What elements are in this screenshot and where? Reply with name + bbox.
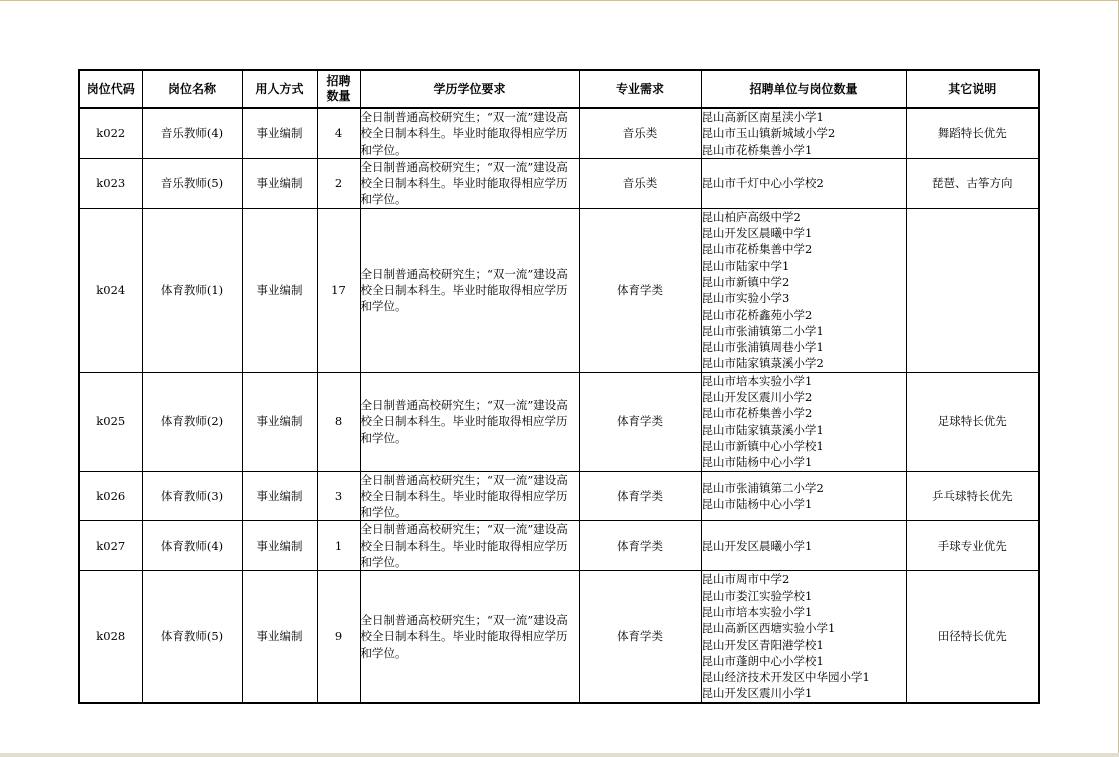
unit-line: 昆山市培本实验小学1 — [701, 604, 813, 619]
cell-type: 事业编制 — [242, 372, 317, 471]
unit-line: 昆山市张浦镇第二小学2 — [701, 480, 824, 495]
unit-line: 昆山市花桥集善小学1 — [701, 142, 813, 157]
unit-line: 昆山市新镇中心小学校1 — [701, 438, 824, 453]
cell-education: 全日制普通高校研究生；“双一流”建设高校全日制本科生。毕业时能取得相应学历和学位。 — [360, 521, 579, 571]
cell-education: 全日制普通高校研究生；“双一流”建设高校全日制本科生。毕业时能取得相应学历和学位。 — [360, 208, 579, 372]
cell-type: 事业编制 — [242, 158, 317, 208]
cell-major: 体育学类 — [579, 372, 701, 471]
cell-major: 体育学类 — [579, 571, 701, 703]
header-code: 岗位代码 — [79, 70, 142, 108]
unit-line: 昆山市培本实验小学1 — [701, 373, 813, 388]
cell-quota: 17 — [317, 208, 360, 372]
cell-code: k023 — [79, 158, 142, 208]
cell-major: 音乐类 — [579, 108, 701, 158]
cell-units — [701, 571, 906, 703]
unit-line: 昆山市玉山镇新城域小学2 — [701, 126, 836, 141]
table-row — [79, 571, 1039, 703]
unit-line: 昆山市花桥集善小学2 — [701, 406, 813, 421]
unit-line: 昆山市陆家镇菉溪小学1 — [701, 422, 824, 437]
header-quota-line2: 数量 — [326, 89, 351, 103]
cell-type: 事业编制 — [242, 208, 317, 372]
cell-name: 体育教师(1) — [142, 208, 242, 372]
unit-line: 昆山市陆家中学1 — [701, 258, 790, 273]
cell-units — [701, 471, 906, 521]
cell-major: 体育学类 — [579, 471, 701, 521]
cell-quota: 1 — [317, 521, 360, 571]
cell-quota: 9 — [317, 571, 360, 703]
cell-notes: 足球特长优先 — [906, 372, 1039, 471]
unit-line: 昆山市花桥鑫苑小学2 — [701, 307, 813, 322]
unit-line: 昆山开发区晨曦中学1 — [701, 226, 813, 241]
table-row — [79, 471, 1039, 521]
page-top-border — [0, 0, 1119, 1]
cell-notes: 手球专业优先 — [906, 521, 1039, 571]
page-bottom-border — [0, 753, 1119, 757]
cell-education: 全日制普通高校研究生；“双一流”建设高校全日制本科生。毕业时能取得相应学历和学位。 — [360, 571, 579, 703]
cell-quota: 8 — [317, 372, 360, 471]
header-major: 专业需求 — [579, 70, 701, 108]
unit-line: 昆山开发区震川小学1 — [701, 686, 813, 701]
cell-type: 事业编制 — [242, 108, 317, 158]
unit-line: 昆山市千灯中心小学校2 — [701, 176, 824, 191]
table-body — [79, 108, 1039, 703]
unit-line: 昆山市实验小学3 — [701, 291, 790, 306]
cell-units — [701, 372, 906, 471]
unit-line: 昆山高新区南星渎小学1 — [701, 110, 824, 124]
unit-line: 昆山市新镇中学2 — [701, 274, 790, 289]
unit-line: 昆山经济技术开发区中华园小学1 — [701, 670, 870, 685]
cell-units — [701, 521, 906, 571]
cell-code: k022 — [79, 108, 142, 158]
cell-code: k026 — [79, 471, 142, 521]
unit-line: 昆山开发区震川小学2 — [701, 390, 813, 405]
cell-code: k028 — [79, 571, 142, 703]
cell-major: 体育学类 — [579, 208, 701, 372]
header-education: 学历学位要求 — [360, 70, 579, 108]
cell-quota: 4 — [317, 108, 360, 158]
cell-type: 事业编制 — [242, 471, 317, 521]
header-quota — [317, 70, 360, 108]
cell-name: 音乐教师(5) — [142, 158, 242, 208]
unit-line: 昆山市陆家镇菉溪小学2 — [701, 356, 824, 371]
cell-name: 体育教师(3) — [142, 471, 242, 521]
cell-code: k025 — [79, 372, 142, 471]
cell-notes: 田径特长优先 — [906, 571, 1039, 703]
cell-education: 全日制普通高校研究生；“双一流”建设高校全日制本科生。毕业时能取得相应学历和学位。 — [360, 372, 579, 471]
unit-line: 昆山市娄江实验学校1 — [701, 588, 813, 603]
cell-quota: 2 — [317, 158, 360, 208]
cell-name: 体育教师(2) — [142, 372, 242, 471]
cell-code: k024 — [79, 208, 142, 372]
cell-notes: 琵琶、古筝方向 — [906, 158, 1039, 208]
unit-line: 昆山开发区晨曦小学1 — [701, 538, 813, 553]
cell-notes: 乒乓球特长优先 — [906, 471, 1039, 521]
header-units: 招聘单位与岗位数量 — [701, 70, 906, 108]
table-row — [79, 521, 1039, 571]
unit-line: 昆山市张浦镇第二小学1 — [701, 323, 824, 338]
cell-units — [701, 108, 906, 158]
header-type: 用人方式 — [242, 70, 317, 108]
cell-type: 事业编制 — [242, 521, 317, 571]
cell-units — [701, 158, 906, 208]
cell-education: 全日制普通高校研究生；“双一流”建设高校全日制本科生。毕业时能取得相应学历和学位。 — [360, 158, 579, 208]
table-row — [79, 108, 1039, 158]
header-row — [79, 70, 1039, 108]
unit-line: 昆山市周市中学2 — [701, 572, 790, 587]
cell-notes: 舞蹈特长优先 — [906, 108, 1039, 158]
cell-code: k027 — [79, 521, 142, 571]
table-row — [79, 158, 1039, 208]
cell-name: 音乐教师(4) — [142, 108, 242, 158]
recruitment-table — [78, 69, 1040, 704]
cell-quota: 3 — [317, 471, 360, 521]
unit-line: 昆山柏庐高级中学2 — [701, 209, 801, 224]
cell-type: 事业编制 — [242, 571, 317, 703]
unit-line: 昆山市花桥集善中学2 — [701, 242, 813, 257]
header-notes: 其它说明 — [906, 70, 1039, 108]
unit-line: 昆山市陆杨中心小学1 — [701, 496, 813, 511]
unit-line: 昆山开发区青阳港学校1 — [701, 637, 824, 652]
header-name: 岗位名称 — [142, 70, 242, 108]
cell-education: 全日制普通高校研究生；“双一流”建设高校全日制本科生。毕业时能取得相应学历和学位。 — [360, 471, 579, 521]
cell-notes — [906, 208, 1039, 372]
cell-units — [701, 208, 906, 372]
table-row — [79, 208, 1039, 372]
cell-name: 体育教师(4) — [142, 521, 242, 571]
header-quota-line1: 招聘 — [326, 74, 351, 88]
unit-line: 昆山市蓬朗中心小学校1 — [701, 653, 824, 668]
unit-line: 昆山市张浦镇周巷小学1 — [701, 340, 824, 355]
table-row — [79, 372, 1039, 471]
unit-line: 昆山市陆杨中心小学1 — [701, 455, 813, 470]
cell-education: 全日制普通高校研究生；“双一流”建设高校全日制本科生。毕业时能取得相应学历和学位。 — [360, 108, 579, 158]
cell-major: 体育学类 — [579, 521, 701, 571]
cell-major: 音乐类 — [579, 158, 701, 208]
cell-name: 体育教师(5) — [142, 571, 242, 703]
unit-line: 昆山高新区西塘实验小学1 — [701, 621, 836, 636]
